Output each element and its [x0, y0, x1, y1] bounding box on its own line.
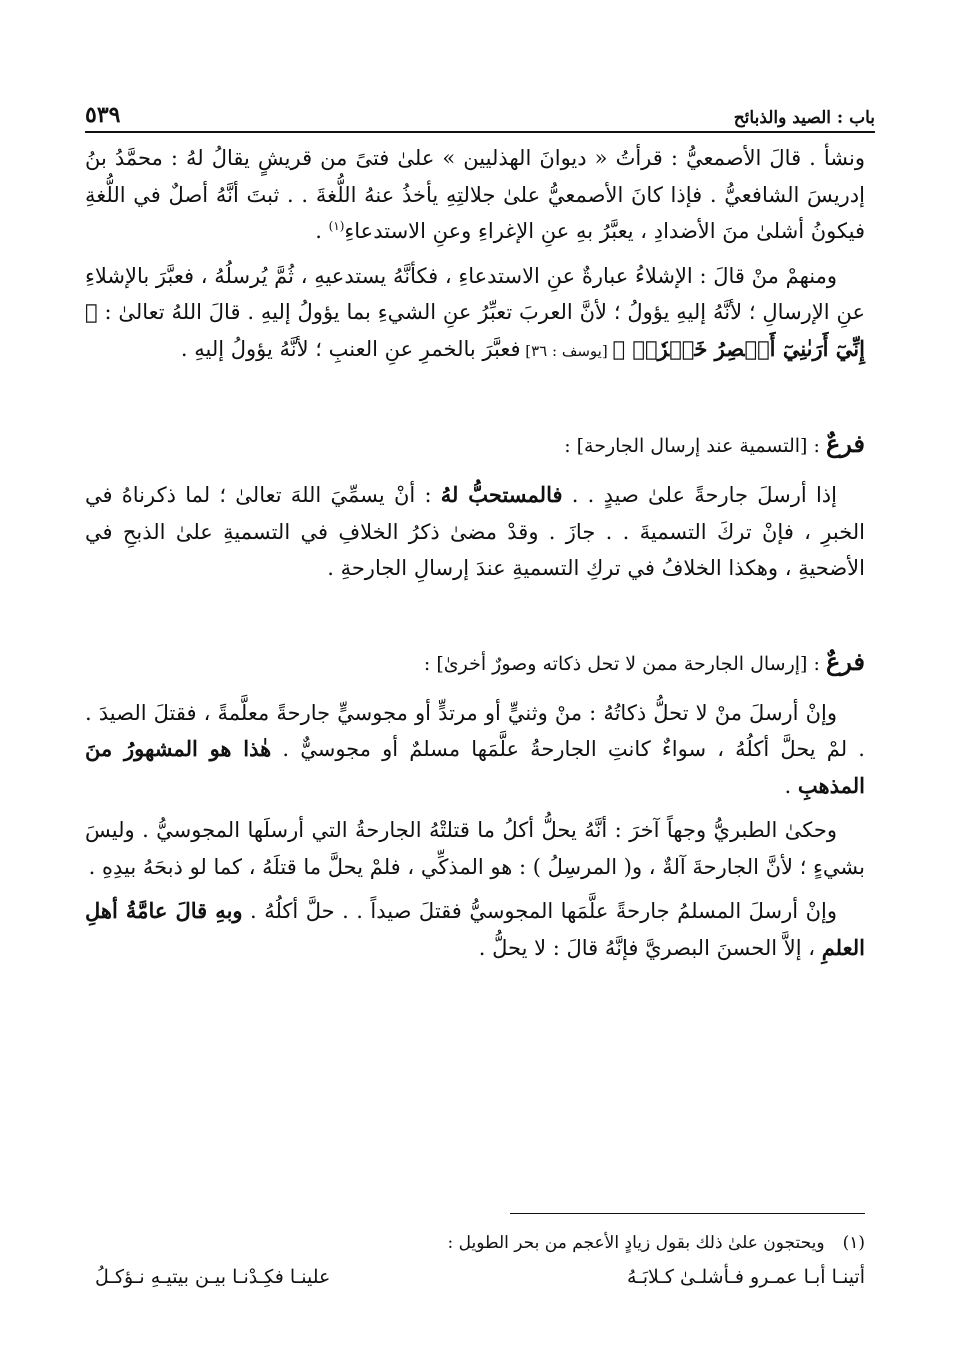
section-title: باب : الصيد والذبائح: [733, 108, 875, 128]
section-gap: [85, 595, 865, 643]
paragraph-end: .: [315, 219, 329, 243]
paragraph-end: .: [784, 773, 798, 798]
far-label: فرعٌ: [825, 429, 865, 458]
footnote-number: (١): [842, 1233, 865, 1253]
paragraph-text: ونشأ . قالَ الأصمعيُّ : قرأتُ « ديوانَ الهذليين » علىٰ فتىً من قريشٍ يقالُ لهُ : محمَّدُ بنُ إدريسَ الشافعيُّ . فإذا كانَ الأصمعيُّ علىٰ جلالتِهِ يأخذُ عنهُ اللُّغةَ . . ثبتَ أنَّهُ أصلٌ في اللُّغةِ فيكونُ أشلىٰ منَ الأضدادِ ، يعبَّرُ بهِ عنِ الإغراءِ وعنِ الاستدعاءِ: [85, 146, 865, 243]
page-number: ٥٣٩: [85, 102, 121, 128]
subsection-title: : [إرسال الجارحة ممن لا تحل ذكاته وصورٌ أخرىٰ] :: [423, 652, 826, 675]
footnote-reference[interactable]: (١): [328, 219, 345, 233]
paragraph-text: : أنْ يسمِّيَ اللهَ تعالىٰ ؛ لما ذكرناهُ في الخبرِ ، فإنْ تركَ التسميةَ . . جازَ . وقدْ مضىٰ ذكرُ الخلافِ في التسميةِ علىٰ الذبحِ في الأضحيةِ ، وهكذا الخلافُ في تركِ التسميةِ عندَ إرسالِ الجارحةِ .: [85, 483, 865, 580]
section-gap: [85, 377, 865, 425]
bold-term: وبهِ قالَ عامَّةُ أهلِ العلمِ: [85, 898, 865, 960]
verse-second-hemistich: علينـا فكِـدْنـا بيـن بيتيـهِ نـؤكـلُ: [95, 1266, 331, 1288]
paragraph-text: ومنهمْ منْ قالَ : الإشلاءُ عبارةٌ عنِ الاستدعاءِ ، فكأنَّهُ يستدعيهِ ، ثُمَّ يُرسلُهُ ، فعبَّرَ بالإشلاءِ عنِ الإرسالِ ؛ لأنَّهُ إليهِ يؤولُ ؛ لأنَّ العربَ تعبِّرُ عنِ الشيءِ بما يؤولُ إليهِ . قالَ اللهُ تعالىٰ :: [85, 263, 865, 324]
running-head: [85, 92, 875, 128]
main-text: [85, 140, 865, 974]
subsection-heading-tasmiya: [85, 425, 865, 465]
header-rule: [85, 131, 875, 133]
paragraph-text: فعبَّرَ بالخمرِ عنِ العنبِ ؛ لأنَّهُ يؤولُ إليهِ .: [180, 336, 521, 361]
bold-term: فالمستحبُّ لهُ: [440, 482, 563, 507]
poetry-verse: [85, 1260, 865, 1294]
paragraph-text: وإنْ أرسلَ منْ لا تحلُّ ذكاتُهُ : منْ وثنيٍّ أو مرتدٍّ أو مجوسيٍّ جارحةً معلَّمةً ، فقتلَ الصيدَ . . لمْ يحلَّ أكلُهُ ، سواءٌ كانتِ الجارحةُ علَّمَها مسلمٌ أو مجوسيٌّ .: [85, 700, 865, 761]
subsection-heading-irsal: [85, 643, 865, 683]
paragraph-text: وإنْ أرسلَ المسلمُ جارحةً علَّمَها المجوسيُّ فقتلَ صيداً . . حلَّ أكلُهُ .: [242, 899, 837, 923]
verse-reference: [يوسف : ٣٦]: [520, 341, 613, 360]
paragraph-text: إذا أرسلَ جارحةً علىٰ صيدٍ . .: [562, 483, 837, 507]
paragraph-ishla: [85, 258, 865, 370]
footnote-rule: [510, 1213, 865, 1214]
paragraph-asmai: [85, 140, 865, 250]
footnote-text: ويحتجون علىٰ ذلك بقول زيادٍ الأعجم من بحر الطويل :: [447, 1233, 825, 1253]
subsection-title: : [التسمية عند إرسال الجارحة] :: [564, 435, 826, 457]
footnote-line: [85, 1226, 865, 1260]
paragraph-tabari: [85, 812, 865, 885]
paragraph-text: ، إلاَّ الحسنَ البصريَّ فإنَّهُ قالَ : لا يحلُّ .: [478, 935, 822, 960]
footnote: [85, 1226, 865, 1294]
far-label: فرعٌ: [825, 646, 865, 676]
paragraph-muslim: [85, 893, 865, 966]
bold-term: هٰذا هو المشهورُ منَ المذهبِ: [85, 736, 865, 798]
paragraph-tasmiya: [85, 477, 865, 587]
paragraph-text: وحكىٰ الطبريُّ وجهاً آخرَ : أنَّهُ يحلُّ أكلُ ما قتلتْهُ الجارحةُ التي أرسلَها المجوسيُّ . وليسَ بشيءٍ ؛ لأنَّ الجارحةَ آلةٌ ، و( المرسِلُ ) : هو المذكِّي ، فلمْ يحلَّ ما قتلَهُ ، كما لو ذبحَهُ بيدِهِ .: [85, 818, 865, 879]
quran-verse: ﴿ إِنِّيٓ أَرَىٰنِيٓ أَعۡصِرُ خَمۡرٗاۖ ﴾: [85, 299, 865, 361]
paragraph-wathani: [85, 695, 865, 805]
verse-first-hemistich: أتينـا أبـا عمـرو فـأشلـىٰ كـلابَـهُ: [626, 1266, 865, 1288]
